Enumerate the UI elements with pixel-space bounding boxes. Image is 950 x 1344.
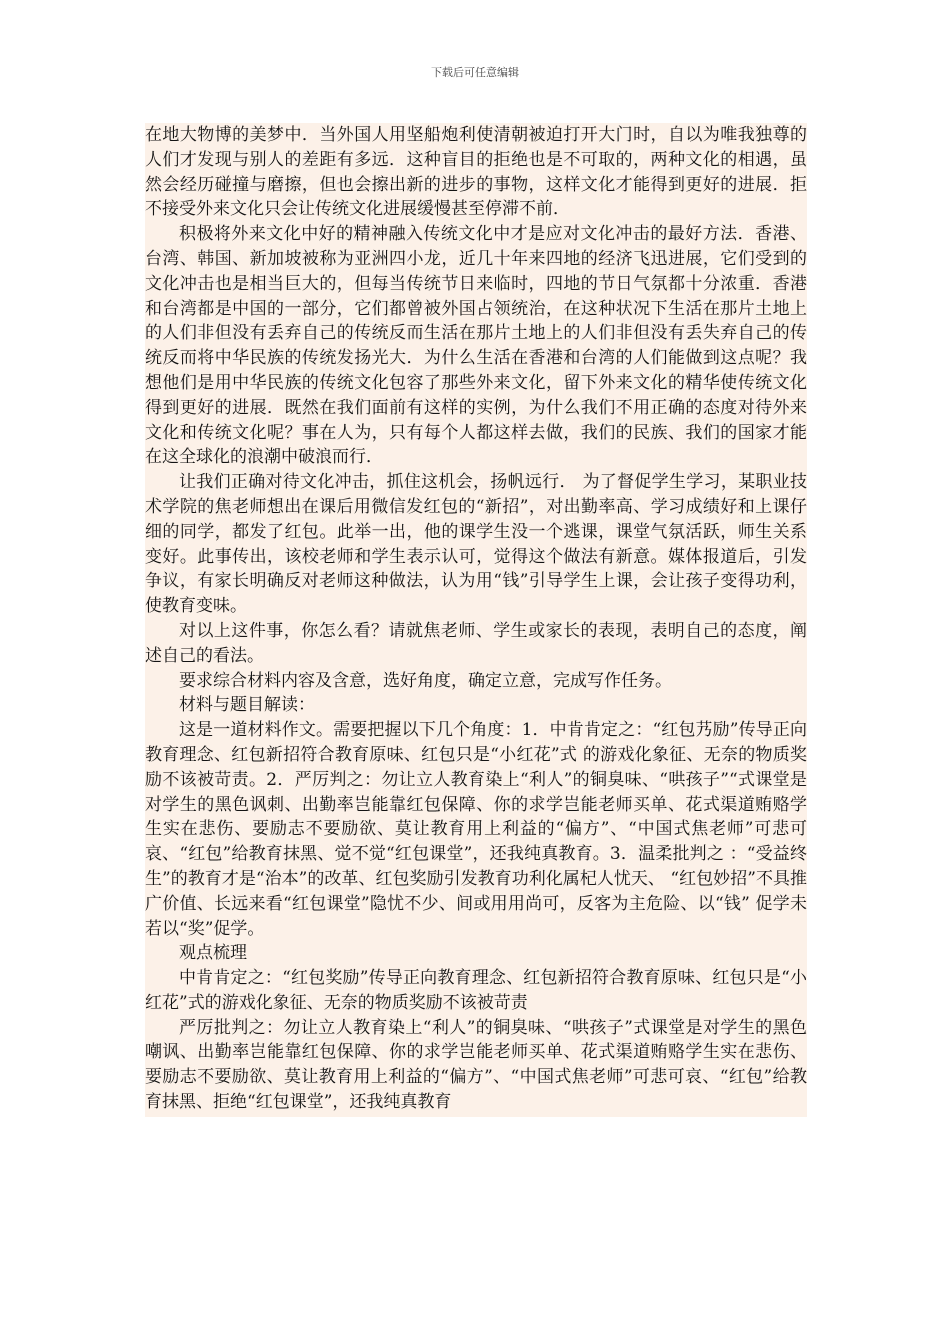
paragraph: 在地大物博的美梦中．当外国人用坚船炮利使清朝被迫打开大门时，自以为唯我独尊的人们才发现与别人的差距有多远．这种盲目的拒绝也是不可取的，两种文化的相遇，虽然会经历碰撞与磨擦，但也会擦出新的进步的事物，这样文化才能得到更好的进展．拒不接受外来文化只会让传统文化进展缓慢甚至停滞不前． bbox=[145, 125, 807, 220]
section-heading: 材料与题目解读： bbox=[179, 695, 315, 716]
document-body bbox=[145, 123, 807, 1117]
paragraph: 这是一道材料作文。需要把握以下几个角度：1．中肯肯定之：“红包艿励”传导正向教育理念、红包新招符合教育原味、红包只是“小红花”式 的游戏化象征、无奈的物质奖励不该被苛责。2．严厉判之：勿让立人教育染上“利人”的铜臭味、“哄孩子”“式课堂是对学生的黑色讽刺、出勤率岂能靠红包保障、你的求学岂能老师买单、花式渠道贿赂学生实在悲伤、要励志不要励欲、莫让教育用上利益的“偏方”、“中国式焦老师”可悲可哀、“红包”给教育抹黑、觉不觉“红包课堂”，还我纯真教育。3．温柔批判之 ：“受益终生”的教育才是“治本”的改革、红包奖励引发教育功利化属杞人忧天、 “红包妙招”不具推广价值、长远来看“红包课堂”隐忧不少、间或用用尚可，反客为主危险、以“钱” 促学未若以“奖”促学。 bbox=[145, 720, 807, 939]
paragraph: 要求综合材料内容及含意，选好角度，确定立意，完成写作任务。 bbox=[179, 670, 672, 691]
paragraph: 严厉批判之：勿让立人教育染上“利人”的铜臭味、“哄孩子”式课堂是对学生的黑色嘲讽、出勤率岂能靠红包保障、你的求学岂能老师买单、花式渠道贿赂学生实在悲伤、要励志不要励欲、莫让教育用上利益的“偏方”、“中国式焦老师”可悲可哀、“红包”给教育抹黑、拒绝“红包课堂”，还我纯真教育 bbox=[145, 1017, 807, 1113]
paragraph: 积极将外来文化中好的精神融入传统文化中才是应对文化冲击的最好方法．香港、台湾、韩国、新加坡被称为亚洲四小龙，近几十年来四地的经济飞迅进展，它们受到的文化冲击也是相当巨大的，但每当传统节日来临时，四地的节日气氛都十分浓重．香港和台湾都是中国的一部分，它们都曾被外国占领统治，在这种状况下生活在那片土地上的人们非但没有丢弃自己的传统反而生活在那片土地上的人们非但没有丢失弃自己的传统反而将中华民族的传统发扬光大．为什么生活在香港和台湾的人们能做到这点呢？我想他们是用中华民族的传统文化包容了那些外来文化，留下外来文化的精华使传统文化得到更好的进展．既然在我们面前有这样的实例，为什么我们不用正确的态度对待外来文化和传统文化呢？事在人为，只有每个人都这样去做，我们的民族、我们的国家才能在这全球化的浪潮中破浪而行． bbox=[145, 224, 807, 468]
paragraph: 对以上这件事，你怎么看？请就焦老师、学生或家长的表现，表明自己的态度，阐述自己的看法。 bbox=[145, 620, 807, 666]
paragraph: 让我们正确对待文化冲击，抓住这机会，扬帆远行． 为了督促学生学习，某职业技术学院的焦老师想出在课后用微信发红包的“新招”，对出勤率高、学习成绩好和上课仔细的同学，都发了红包。此举一出，他的课学生没一个逃课，课堂气氛活跃，师生关系变好。此事传出，该校老师和学生表示认可，觉得这个做法有新意。媒体报道后，引发争议，有家长明确反对老师这种做法，认为用“钱”引导学生上课，会让孩子变得功利，使教育变味。 bbox=[145, 472, 807, 617]
page-header: 下载后可任意编辑 bbox=[431, 66, 519, 79]
section-heading: 观点梳理 bbox=[179, 943, 247, 964]
paragraph: 中肯肯定之：“红包奖励”传导正向教育理念、红包新招符合教育原味、红包只是“小红花”式的游戏化象征、无奈的物质奖励不该被苛责 bbox=[145, 968, 807, 1013]
